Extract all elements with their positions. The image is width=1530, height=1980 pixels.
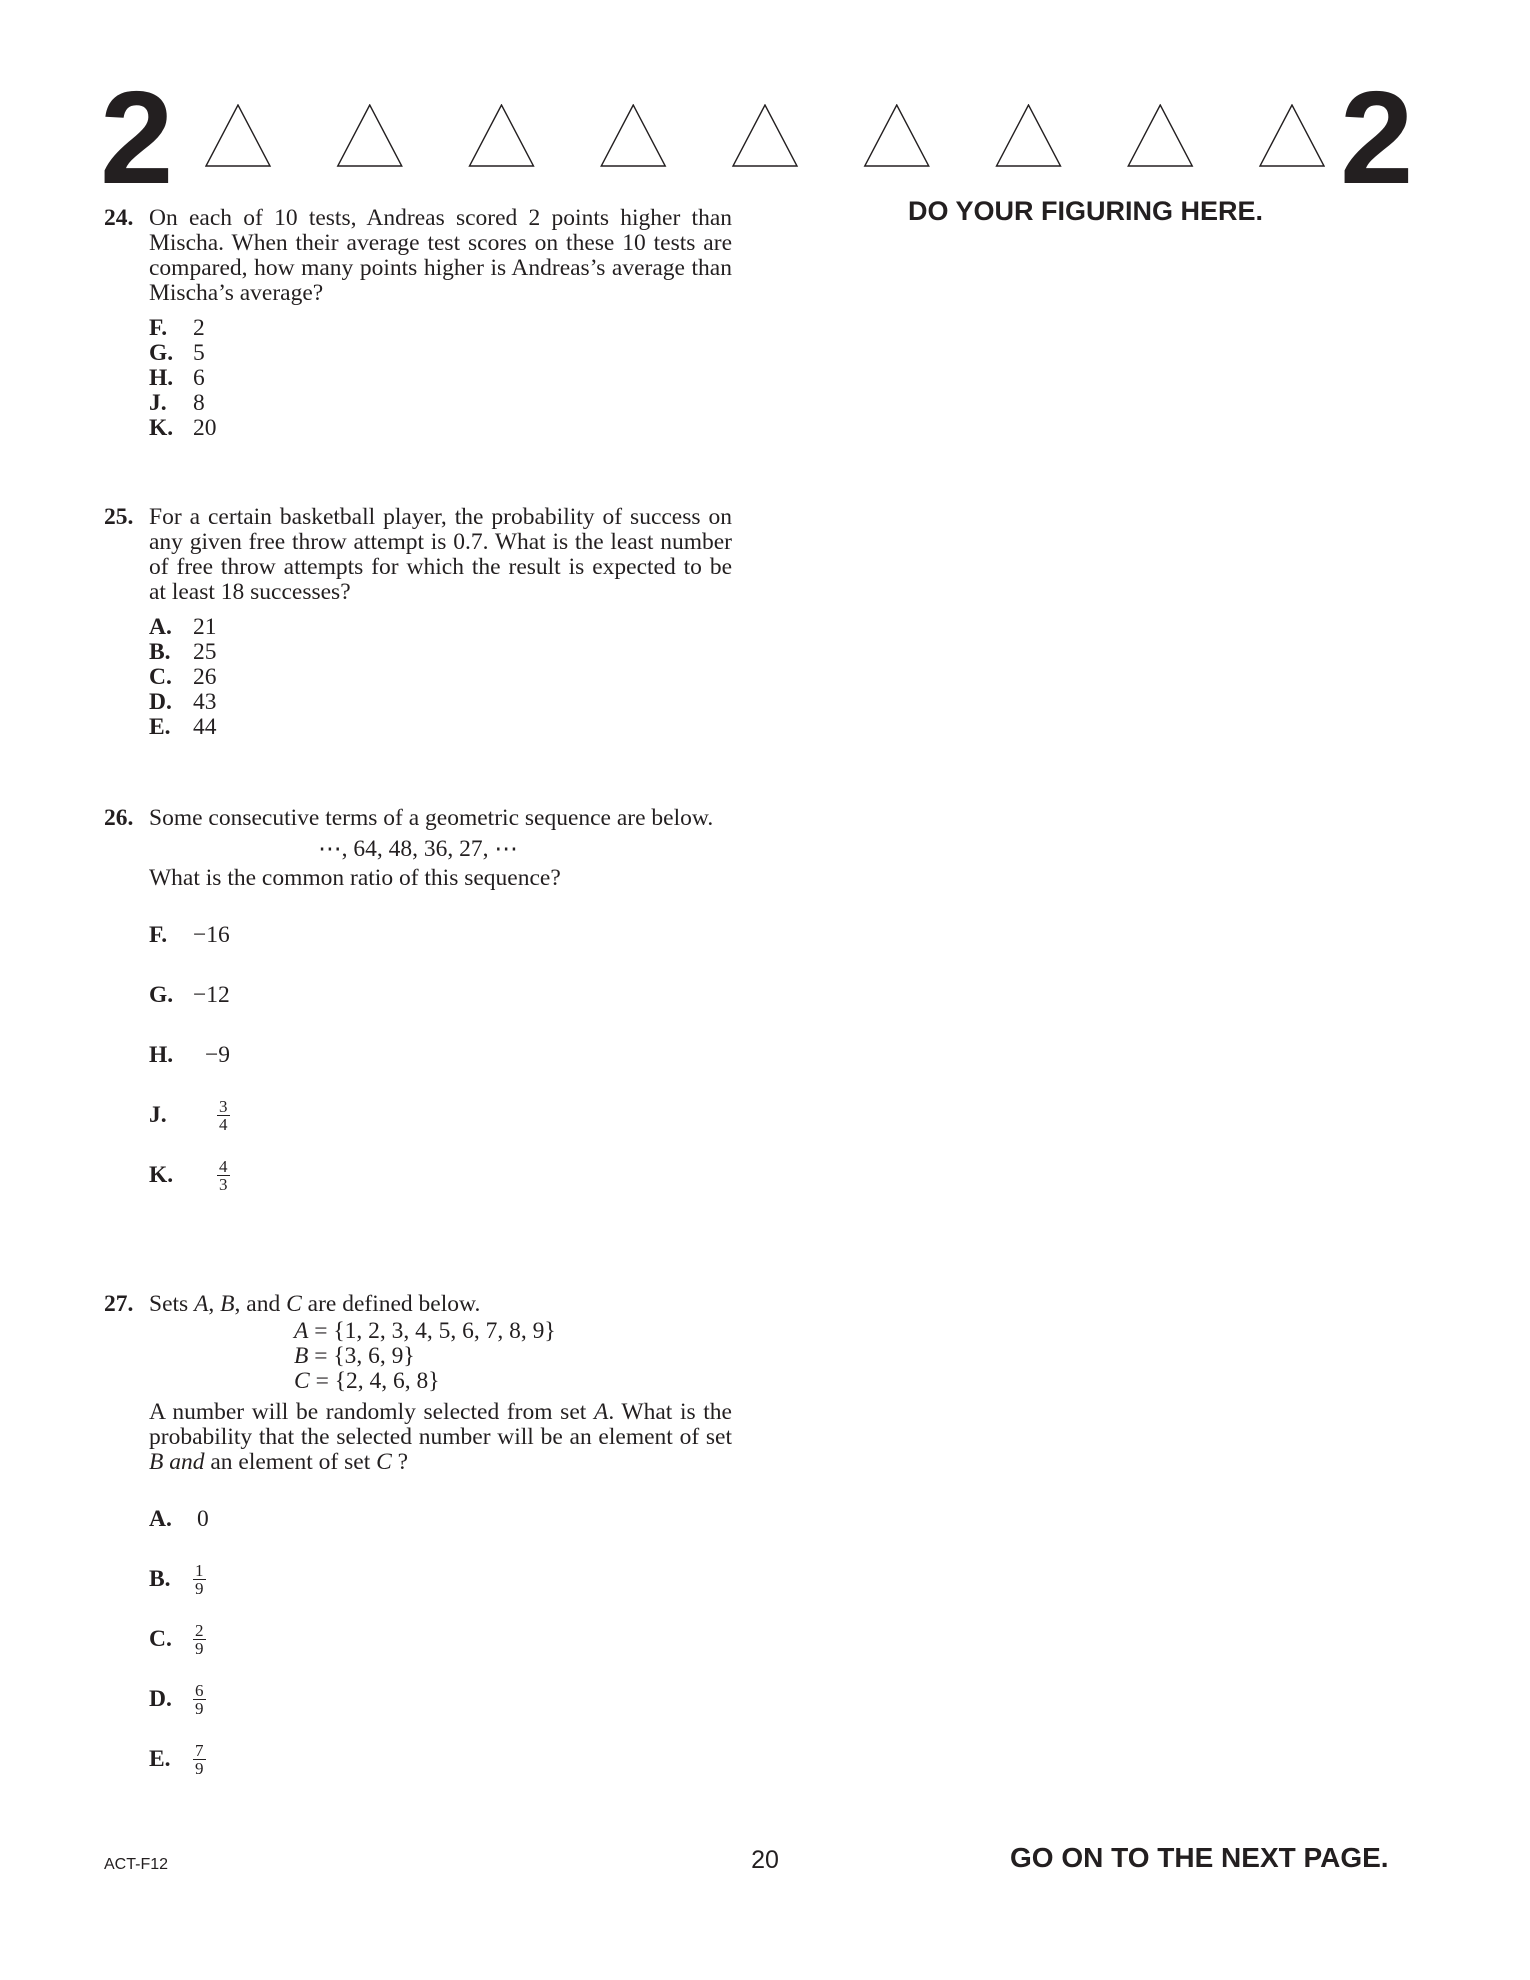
numerator: 3 <box>219 1096 228 1116</box>
question-number: 27. <box>104 1291 134 1317</box>
option-letter: H. <box>149 365 174 391</box>
option-value: −12 <box>193 981 230 1008</box>
option-value: −9 <box>205 1041 231 1068</box>
option-fraction <box>193 1742 206 1777</box>
triangle-row <box>205 104 1325 168</box>
answer-option[interactable] <box>149 366 732 391</box>
option-letter: B. <box>149 1565 171 1592</box>
answer-option[interactable] <box>149 965 732 1025</box>
numerator: 1 <box>195 1560 204 1580</box>
option-letter: E. <box>149 714 171 740</box>
question-number: 26. <box>104 805 134 831</box>
question-prompt: What is the common ratio of this sequence? <box>149 865 561 891</box>
option-letter: D. <box>149 1685 172 1712</box>
form-code: ACT-F12 <box>104 1856 169 1873</box>
answer-option[interactable] <box>149 905 732 965</box>
option-value: 21 <box>193 614 217 640</box>
option-letter: K. <box>149 415 174 441</box>
triangle-icon <box>601 105 665 166</box>
option-letter: E. <box>149 1745 171 1772</box>
option-letter: A. <box>149 614 172 640</box>
triangle-icon <box>733 105 797 166</box>
figuring-label: DO YOUR FIGURING HERE. <box>908 196 1264 226</box>
answer-option[interactable] <box>149 1729 732 1789</box>
answer-option[interactable] <box>149 1549 732 1609</box>
option-value: 26 <box>193 664 217 690</box>
answer-option[interactable] <box>149 391 732 416</box>
denominator: 9 <box>195 1638 204 1658</box>
option-letter: H. <box>149 1041 174 1068</box>
answer-option[interactable] <box>149 316 732 341</box>
question-intro: Sets A, B, and C are defined below. <box>149 1291 481 1317</box>
answer-option[interactable] <box>149 1025 732 1085</box>
option-letter: J. <box>149 1101 167 1128</box>
answer-option[interactable] <box>149 1489 732 1549</box>
question-24 <box>104 206 732 441</box>
denominator: 3 <box>219 1174 228 1194</box>
set-definition: A = {1, 2, 3, 4, 5, 6, 7, 8, 9} <box>294 1318 556 1344</box>
answer-option[interactable] <box>149 615 732 640</box>
answer-options <box>149 905 732 1205</box>
option-letter: F. <box>149 315 168 341</box>
answer-option[interactable] <box>149 690 732 715</box>
question-text: For a certain basketball player, the probability of success on any given free throw attempt is 0.7. What is the least number of free throw attempts for which the result is expected to be at least 18 successes? <box>149 504 732 605</box>
answer-option[interactable] <box>149 1145 732 1205</box>
option-letter: A. <box>149 1505 172 1532</box>
denominator: 9 <box>195 1578 204 1598</box>
option-fraction <box>193 1682 206 1717</box>
set-definition: B = {3, 6, 9} <box>294 1343 415 1369</box>
option-fraction <box>193 1622 206 1657</box>
answer-option[interactable] <box>149 1085 732 1145</box>
question-number: 24. <box>104 205 134 231</box>
triangle-icon <box>206 105 270 166</box>
answer-option[interactable] <box>149 665 732 690</box>
set-definition: C = {2, 4, 6, 8} <box>294 1368 440 1394</box>
option-value: 43 <box>193 689 217 715</box>
numerator: 4 <box>219 1156 228 1176</box>
answer-option[interactable] <box>149 416 732 441</box>
numerator: 6 <box>195 1680 204 1700</box>
option-value: 25 <box>193 639 217 665</box>
triangle-icon <box>1260 105 1324 166</box>
sequence-terms: ⋯, 64, 48, 36, 27, ⋯ <box>318 836 518 862</box>
triangle-icon <box>1128 105 1192 166</box>
option-letter: G. <box>149 340 174 366</box>
answer-option[interactable] <box>149 341 732 366</box>
triangle-icon <box>338 105 402 166</box>
question-27 <box>104 1292 732 1789</box>
option-value: 6 <box>193 365 205 391</box>
answer-option[interactable] <box>149 640 732 665</box>
triangle-icon <box>865 105 929 166</box>
answer-options <box>149 316 732 441</box>
option-letter: C. <box>149 664 172 690</box>
denominator: 4 <box>219 1114 228 1134</box>
question-26 <box>104 806 732 1205</box>
option-letter: B. <box>149 639 171 665</box>
option-letter: D. <box>149 689 172 715</box>
option-fraction <box>217 1158 230 1193</box>
question-text: Some consecutive terms of a geometric sequence are below. <box>149 805 714 831</box>
triangle-icon <box>997 105 1061 166</box>
set-definitions <box>294 1319 732 1394</box>
answer-option[interactable] <box>149 1669 732 1729</box>
option-value: 20 <box>193 415 217 441</box>
option-fraction <box>193 1562 206 1597</box>
option-letter: G. <box>149 981 174 1008</box>
option-letter: F. <box>149 921 168 948</box>
question-25 <box>104 505 732 740</box>
answer-options <box>149 1489 732 1789</box>
option-value: −16 <box>193 921 230 948</box>
denominator: 9 <box>195 1698 204 1718</box>
option-value: 8 <box>193 390 205 416</box>
option-value: 2 <box>193 315 205 341</box>
section-number-right: 2 <box>1340 64 1414 211</box>
answer-option[interactable] <box>149 715 732 740</box>
option-letter: K. <box>149 1161 174 1188</box>
question-text: On each of 10 tests, Andreas scored 2 points higher than Mischa. When their average test scores on these 10 tests are compared, how many points higher is Andreas’s average than Mischa’s average? <box>149 205 732 306</box>
next-page-instruction: GO ON TO THE NEXT PAGE. <box>1010 1842 1389 1873</box>
denominator: 9 <box>195 1758 204 1778</box>
option-value: 44 <box>193 714 217 740</box>
numerator: 2 <box>195 1620 204 1640</box>
section-number-left: 2 <box>100 64 174 211</box>
page-number: 20 <box>751 1846 779 1874</box>
option-value: 5 <box>193 340 205 366</box>
answer-options <box>149 615 732 740</box>
option-value: 0 <box>197 1505 209 1532</box>
triangle-icon <box>470 105 534 166</box>
question-number: 25. <box>104 504 134 530</box>
option-letter: J. <box>149 390 167 416</box>
answer-option[interactable] <box>149 1609 732 1669</box>
question-text: A number will be randomly selected from set A. What is the probability that the selected number will be an element of set B and an element of set C ? <box>149 1399 732 1475</box>
numerator: 7 <box>195 1740 204 1760</box>
option-letter: C. <box>149 1625 172 1652</box>
option-fraction <box>217 1098 230 1133</box>
